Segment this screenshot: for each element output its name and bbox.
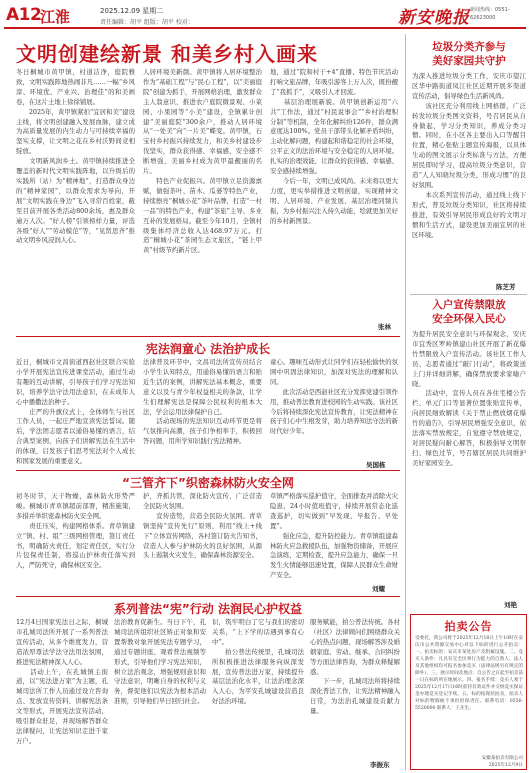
article2-byline: 吴国栋	[366, 461, 386, 469]
newspaper-logo: 新安晚报	[398, 8, 470, 28]
article2-col3: 童心。趣味互动形式让同学们在轻松愉快的氛围中巩固法律知识，加深对宪法的理解和认同。 此次活动是西赵社区充分发挥党建引领作用，推动普法教育进校园的生动实践。该社区今后将持续深化宪法宣传教育，让宪法精神在孩子们心中生根发芽，助力培养知法守法的新时代好少年。	[270, 358, 398, 436]
article3-col3: 草镇严格落实巡护值守，全面排查并消除火灾隐患，24小时值班值守，持续开展常态化巡查巡护，切实做到“早发现、早报告、早处置”。 强化应急，提升防控能力。青草镇组建森林防火应急救援队伍，加强物资储备，开展应急演练，定期检查，提升应急能力，确保一旦发生火情能够迅速处置，保障人民群众生命财产安全。	[270, 492, 398, 580]
page-number: A12	[6, 5, 42, 25]
article2-col1: 近日，桐城市文昌街道西赵社区联合实验小学开展宪法宣传进课堂活动，通过生动有趣的互动讲解，引导孩子们学习宪法知识，培养学法守法用法意识，在未成年人心中播撒法治种子。 庄严的升旗仪式上，全体师生与社区工作人员，一起庄严地宣读宪法誓词。随后，学法团志愿者以通俗易懂的语言，结合典型案例，向孩子们讲解宪法在生活中的体现，启发孩子们思考宪法对个人成长和国家发展的重要意义。	[16, 358, 135, 466]
masthead	[4, 3, 526, 29]
auction-notice-signature: 安徽某拍卖有限公司 2025年12月9日	[481, 756, 523, 768]
article4-byline: 李振东	[370, 761, 390, 769]
editor-credits: 责任编辑：胡平 组版：胡平 校对：	[100, 19, 194, 26]
article4-col3: 识，筑牢明白了它与我们的密切关系，“上下学的话遇到事有心中”。 拍公普法传统里，孔城司法所积极推进法律服务向纵深发展，宣传普法进万家，持续提升基层法治化水平，让法治理念深入人心，为平安孔城建设营造良好法治环境。	[212, 618, 304, 706]
news-hotline: 新闻热线：0551-62623000	[470, 7, 510, 21]
article3-col1: 初冬时节，天干物燥，森林防火形势严峻。桐城市青草镇超前部署，精准施策，多措并举织密森林防火安全网。 责任压实，构建网格体系。青草镇建立“镇、村、组”三级网格管理，签订责任书，明确防火责任，划定责任区，实行分片包保责任制，将巡山护林责任落实到人，严防死守，确保林区安全。	[16, 492, 135, 570]
side-article1-byline: 陈芝芳	[496, 283, 516, 291]
article3-byline: 刘耀	[372, 585, 385, 593]
page-section-name: 江淮	[40, 8, 71, 26]
article4-col1: 12月4日国家宪法日之际，桐城市孔城司法所开展了一系列普法宣传活动，从多个维度发力，营造浓厚尊法学法守法用法氛围，推进宪法精神深入人心。 活动上午，在孔城镇主街道，以“宪法进万家”为主题，孔城司法所工作人员通过设立咨询点、发放宣传资料、讲解宪法条文等形式，开展宪法宣传活动，吸引群众驻足，并现场解答群众法律疑问，让宪法知识走进千家万户。	[16, 618, 108, 745]
section-divider	[16, 470, 400, 471]
section-divider	[16, 336, 400, 337]
article2-title: 宪法润童心 法治护成长	[145, 342, 271, 356]
article3-col2: 护，齐抓共管，深化防火宣传，广泛营造全民防火氛围。 宣传造势，营造全民防火氛围。青草镇坚持“宣传先行”原则，利用“线上+线下”立体宣传网络，各村签订防火告知书，营造人人参与护林防火的良好氛围，从源头上遏制火灾发生，确保森林资源安全。	[143, 492, 262, 560]
side-article2-text: 为提升居民安全意识与环保观念，安庆市宜秀区罗岭镇建山社区开展了新花爆竹禁限放入户宣传活动。该社区工作人员、志愿者通过“敲门行动”，将政策送上门并详细讲解，确保禁放要求家喻户晓。 活动中，宣传人员在各住宅楼公告栏、单元门口等显著位置张贴宣传单，向居民细致解读《关于禁止燃放烟花爆竹的通告》，引导居民增强安全意识，依法落实禁放规定，自觉遵守禁放规定，对居民疑问耐心解答，积极倡导文明祭扫、绿色过节，号召辖区居民共同维护美好家园安全。	[412, 330, 526, 467]
article4-col4: 服务赋能，拍公普法传统。各村（社区）法律顾问们围绕群众关心的热点问题，现场解答涉及婚姻家庭、劳动、继承、合同纠纷等方面法律咨询，为群众释疑解惑。 下一步，孔城司法所将持续深化普法工作，让宪法精神融入日常，为法治孔城建设贡献力量。	[310, 618, 400, 716]
main-article-col2: 人居环境美新颜。黄甲镇将人居环境整治作为“基础工程”与“民心工程”，以“美丽庭院”创建为抓手，开展网格治理，激发群众主人翁意识，推进农户庭院微景观、小菜园、小果园等“小美”建设，全镇累计创建“美丽庭院”300余户，推动人居环境从“一处美”向“一片美”蝶变。黄甲镇，石宝村乡村振兴持续发力，和美乡村建设步伐坚实，群众获得感、幸福感、安全感不断增强，美丽乡村成为黄甲最靓丽的名片。 特色产业促振兴。黄甲镇立足资源禀赋，做强茶叶、苗木、瓜蒌等特色产业，持续擦亮“桐城小花”茶叶品牌，打造“一村一品”的特色产业，构建“茶旅”主导、多业互补的发展格局。截至今年10月，全镇村级集体经济总收入达468.97万元。打造“桐城小花”茶园生态文旅区，“链上甲黄”村级节约新片区。	[143, 68, 262, 255]
section-divider	[16, 596, 400, 597]
article3-title: “三管齐下”织密森林防火安全网	[122, 476, 294, 490]
side-article2-title: 入户宣传禁限放 安全环保入民心	[432, 299, 506, 325]
main-article-byline: 张林	[378, 323, 391, 331]
article4-title: 系列普法“宪”行动 法润民心护权益	[114, 602, 302, 616]
auction-notice-box	[410, 614, 527, 770]
auction-notice-text: 受委托，我公司将于2025年12月18日上午10时在安庆市公共资源交易中心对以下标的进行公开拍卖：一、拍卖标的：安庆市某处房产及附属设施。二、竞买人条件：凡具有完全民事行为能力的自然人、法人及其他组织均可报名参加竞买（法律法规另有规定的除外）。三、展示时间及地点：自公告之日起至拍卖前一日在标的所在地展示。四、报名手续：竞买人须于2025年12月17日16时前持有效证件并交纳竞买保证金办理竞买登记手续。五、标的按现状拍卖，拍卖人对标的物瑕疵不承担担保责任。联系电话：0556-5520000 联系人：王先生。	[415, 636, 523, 711]
article2-col2: 法律普及环节中，文昌司法所宣传员结合小学生认知特点，用通俗易懂的语言和贴近生活的案例，讲解宪法基本概念，重要意义以及与青少年权益相关的条款，让学生们理解宪法是保障公民权利的根本大法，学会运用法律保护自己。 活动现场的宪法知识互动环节更是将气氛推向高潮，孩子们争相举手，积极回答问题，用所学知识践行宪法精神。	[143, 358, 262, 446]
main-article-col1: 冬日桐城市黄甲镇，村道洁净，庭院雅致，文明实践阵地热闹非凡……一幅“乡风淳、环境优、产业兴、治理佳”的和美画卷，在这片土地上徐徐铺展。 2025年，黄甲镇紧扣“宜居和美”建设主线，将文明创建融入发展血脉，建立成为高质量发展的内生动力与可持续幸福的坚实支撑，让文明之花在乡村沃野间竞相绽放。 文明新风润乡土。黄甲镇持续推进全覆盖的新时代文明实践阵地，以升级后的实践所（站）为“精神地”，打造群众身边的“精神家园”，以群众需求为导向，开展“文明实践在身边”飞入寻常百姓家，截至目前开展各类活动800余场，惠及群众逾万人次。“好人榜”引领榜样力量，评选各级“好人”“劳动模范”等，“见贤思齐”推动文明乡风浸润人心。	[16, 68, 135, 245]
issue-date: 2025.12.09 星期二	[100, 7, 164, 15]
main-article-col3: 地，通过“院和村干+4”直播、特色节庆活动打响文旅品牌，年吸引游客上万人次，既扮靓了“我抓手”，又吸引人才回流。 基层治理展新貌。黄甲镇创新运用“六共”工作法，通过“村民说事会”“乡村治理积分制”等机制，全年化解纠纷126件，群众满意度达100%。党员干部带头化解矛盾纠纷，主动化解问题，构建起和谐稳定的社会环境，公平正义的法治环境与安全稳定的人居环境。扎实的治理效能，让群众的获得感、幸福感、安全感持续增强。 今后一年，文明已成风尚。未来将以更大力度，更实举措推进文明创建，实现精神文明、人居环境、产业发展、基层治理同频共振，为乡村振兴注入持久动能，绘就更加美好的乡村新图景。	[270, 68, 398, 225]
auction-notice-title: 拍卖公告	[444, 620, 493, 633]
column-divider	[405, 34, 406, 770]
side-divider	[410, 294, 527, 295]
side-article1-title: 垃圾分类齐参与 美好家园共守护	[432, 41, 506, 67]
side-article1-text: 为深入推进垃圾分类工作，安庆市望江区华中路街道凤江社区近期开展多渠道宣传活动，倡导绿色生活新风尚。 该社区充分利用线上网格群，广泛转发垃圾分类图文资料，号召居民从自身做起，学习分类知识，养成分类习惯。同时，在小区各主要出入口等醒目位置，精心张贴主题宣传海报，以具体生动的图文展示分类标准与方法，方便居民即时学习，提高垃圾分类意识，营造“人人知晓垃圾分类，形成习惯”的良好氛围。 本次系列宣传活动，通过线上线下形式，普及垃圾分类知识，社区将持续推进，有效引导居民形成良好的文明习惯和生活方式，建设更加美丽宜居的社区环境。	[412, 72, 526, 239]
side-article2-byline: 刘艳	[504, 601, 517, 609]
article4-col2: 法治教育促新生。当日下午，孔城司法所组织社区矫正对象和安置帮教对象开展宪法专题学习，通过专题讲座、观看普法视频等形式，引导他们学习宪法知识，树立法治观念，增强规则意识和守法意识，明晰自身的权利与义务，督促他们以宪法为根本活动准则，引导他们早日回归社会。	[114, 618, 206, 706]
main-headline: 文明创建绘新景 和美乡村入画来	[16, 42, 318, 66]
